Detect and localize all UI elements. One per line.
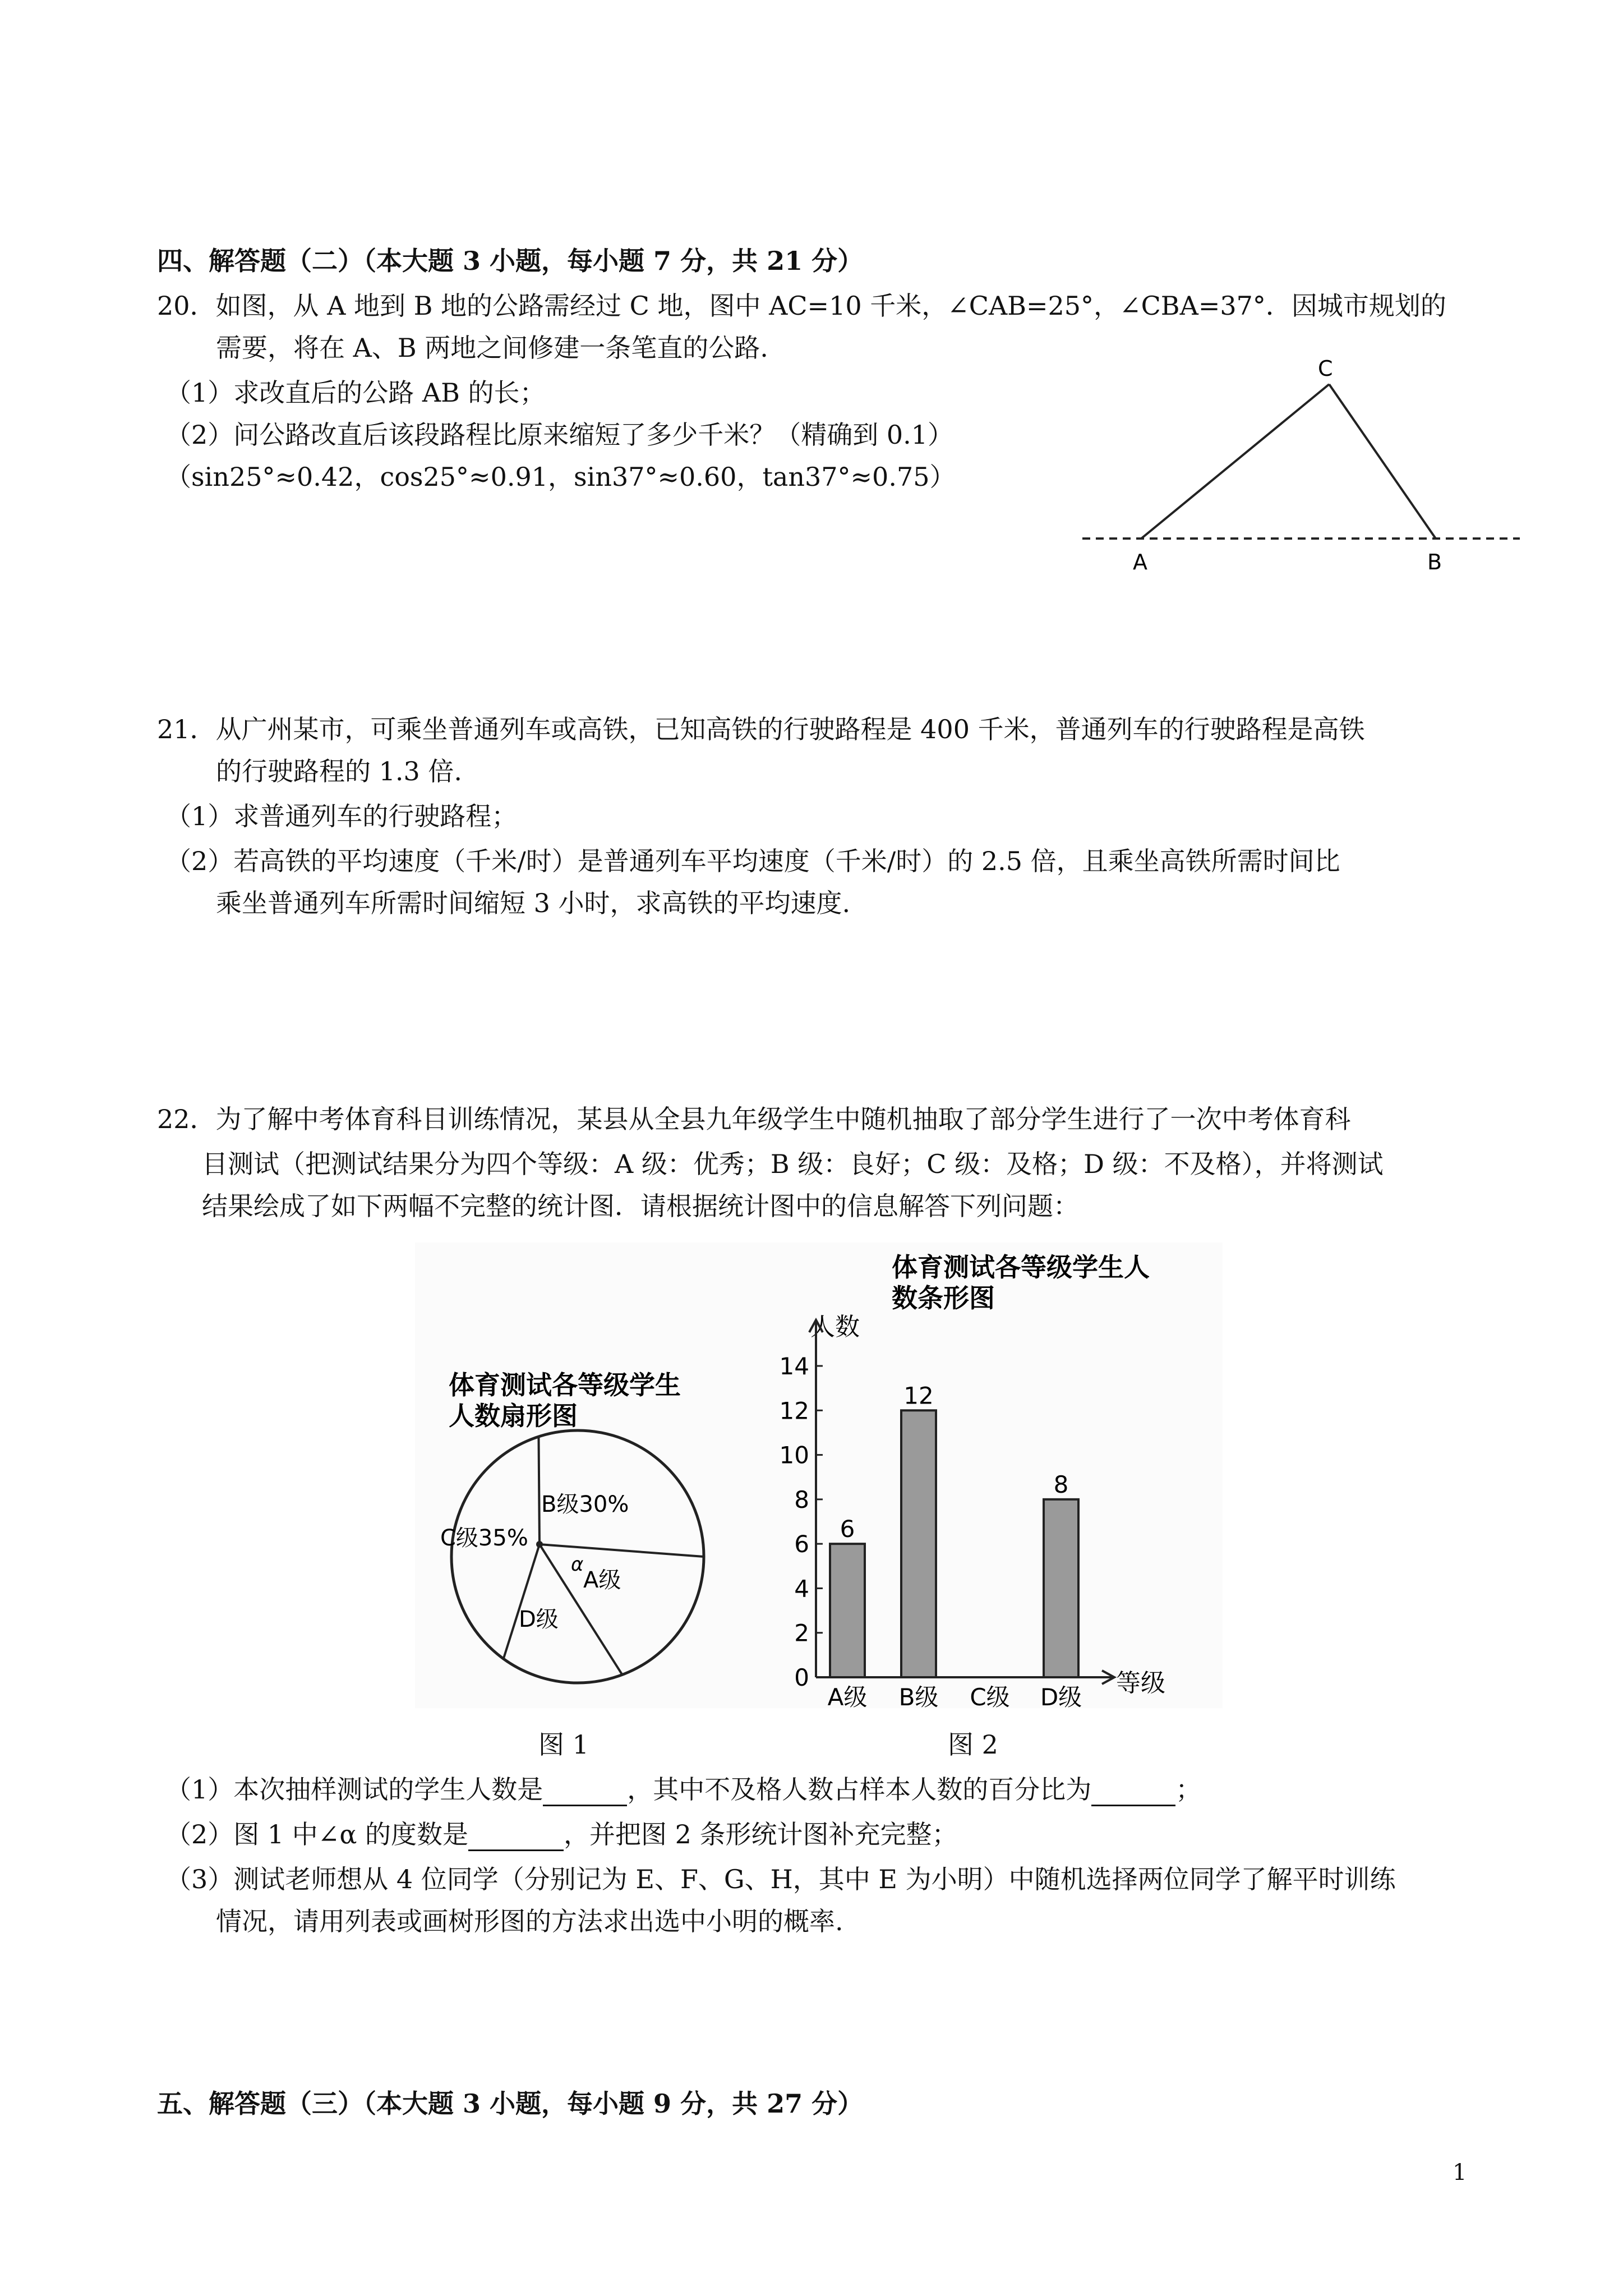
label-a: A bbox=[1133, 550, 1147, 574]
q21-sub2b: 乘坐普通列车所需时间缩短 3 小时，求高铁的平均速度. bbox=[216, 888, 851, 918]
pie-label-a: A级 bbox=[583, 1567, 621, 1593]
bar-data-label: 6 bbox=[840, 1515, 855, 1543]
bar-D级 bbox=[1044, 1499, 1078, 1677]
cb-segment bbox=[1329, 384, 1436, 539]
q20-line2: 需要，将在 A、B 两地之间修建一条笔直的公路. bbox=[216, 333, 768, 363]
bar-xlabel: 等级 bbox=[1116, 1669, 1165, 1697]
section-title: 四、解答题（二）（本大题 3 小题，每小题 7 分，共 21 分） bbox=[157, 246, 864, 276]
y-tick-label: 14 bbox=[779, 1352, 809, 1380]
pie-label-c: C级35% bbox=[440, 1525, 528, 1551]
y-tick-label: 0 bbox=[794, 1664, 809, 1691]
bar-A级 bbox=[830, 1544, 865, 1677]
q22-line1: 22．为了解中考体育科目训练情况，某县从全县九年级学生中随机抽取了部分学生进行了一次中考体育科 bbox=[157, 1104, 1351, 1134]
pie-title-line1: 体育测试各等级学生 bbox=[449, 1370, 681, 1400]
bar-data-label: 8 bbox=[1053, 1470, 1069, 1498]
pie-radius-1 bbox=[538, 1437, 540, 1544]
answer-blank-sample-size[interactable] bbox=[543, 1780, 627, 1806]
bar-categories bbox=[828, 1683, 1082, 1708]
pie-title-line2: 人数扇形图 bbox=[449, 1401, 578, 1431]
ac-segment bbox=[1141, 384, 1329, 539]
q21-sub2a: （2）若高铁的平均速度（千米/时）是普通列车平均速度（千米/时）的 2.5 倍，且乘坐高铁所需时间比 bbox=[165, 846, 1340, 876]
y-tick-label: 12 bbox=[779, 1397, 809, 1425]
bar-data-label: 12 bbox=[903, 1382, 934, 1410]
q22-sub2-part1: （2）图 1 中∠α 的度数是 bbox=[165, 1819, 469, 1849]
q22-sub1-part2: ，其中不及格人数占样本人数的百分比为 bbox=[627, 1774, 1092, 1805]
q21-line2: 的行驶路程的 1.3 倍. bbox=[216, 756, 463, 786]
pie-point bbox=[536, 1541, 543, 1548]
pie-radius-0 bbox=[540, 1544, 704, 1557]
figures-panel bbox=[415, 1243, 1223, 1708]
bar-ylabel: 人数 bbox=[810, 1313, 860, 1341]
x-category-label: C级 bbox=[970, 1683, 1010, 1708]
bar-bars bbox=[830, 1382, 1078, 1677]
bar-title-line1: 体育测试各等级学生人 bbox=[892, 1252, 1150, 1282]
bar-chart bbox=[774, 1243, 1223, 1708]
q22-sub2-part2: ，并把图 2 条形统计图补充完整； bbox=[564, 1819, 958, 1849]
pie-label-d: D级 bbox=[519, 1607, 559, 1632]
fig1-caption: 图 1 bbox=[538, 1729, 589, 1760]
pie-radius-2 bbox=[504, 1544, 540, 1659]
q22-sub3a: （3）测试老师想从 4 位同学（分别记为 E、F、G、H，其中 E 为小明）中随机选择两位同学了解平时训练 bbox=[165, 1864, 1396, 1894]
pie-label-b: B级30% bbox=[541, 1492, 629, 1517]
q22-sub1-part1: （1）本次抽样测试的学生人数是 bbox=[165, 1774, 543, 1805]
q22-sub1-part3: ； bbox=[1175, 1774, 1202, 1805]
pie-angle-alpha: α bbox=[571, 1553, 584, 1576]
triangle-figure bbox=[1077, 353, 1525, 589]
label-c: C bbox=[1318, 356, 1333, 381]
q20-line1: 20．如图，从 A 地到 B 地的公路需经过 C 地，图中 AC=10 千米，∠CAB=25°，∠CBA=37°．因城市规划的 bbox=[157, 291, 1446, 321]
x-category-label: D级 bbox=[1040, 1683, 1082, 1708]
bar-B级 bbox=[901, 1410, 936, 1677]
q22-sub3b: 情况，请用列表或画树形图的方法求出选中小明的概率. bbox=[216, 1906, 843, 1936]
q20-sub1: （1）求改直后的公路 AB 的长； bbox=[165, 378, 546, 408]
pie-chart bbox=[415, 1243, 808, 1708]
page-number: 1 bbox=[1453, 2160, 1467, 2185]
q21-sub1: （1）求普通列车的行驶路程； bbox=[165, 801, 518, 831]
q21-line1: 21．从广州某市，可乘坐普通列车或高铁，已知高铁的行驶路程是 400 千米，普通列车的行驶路程是高铁 bbox=[157, 714, 1365, 744]
bar-title-line2: 数条形图 bbox=[892, 1283, 995, 1313]
q22-sub1 bbox=[165, 1773, 1201, 1806]
x-category-label: A级 bbox=[827, 1683, 868, 1708]
y-tick-label: 4 bbox=[794, 1575, 809, 1603]
y-tick-label: 2 bbox=[794, 1619, 809, 1647]
answer-blank-angle[interactable] bbox=[468, 1825, 564, 1851]
q20-sub2: （2）问公路改直后该段路程比原来缩短了多少千米？（精确到 0.1） bbox=[165, 420, 954, 450]
q22-line2: 目测试（把测试结果分为四个等级：A 级：优秀；B 级：良好；C 级：及格；D 级：不及格），并将测试 bbox=[202, 1149, 1384, 1179]
answer-blank-percentage[interactable] bbox=[1091, 1780, 1175, 1806]
y-tick-label: 6 bbox=[794, 1530, 809, 1558]
y-tick-label: 8 bbox=[794, 1485, 809, 1513]
q20-sub3: （sin25°≈0.42，cos25°≈0.91，sin37°≈0.60，tan37°≈0.75） bbox=[165, 462, 956, 492]
y-tick-label: 10 bbox=[779, 1441, 809, 1469]
label-b: B bbox=[1427, 550, 1442, 574]
q22-sub2 bbox=[165, 1818, 958, 1851]
q22-line3: 结果绘成了如下两幅不完整的统计图．请根据统计图中的信息解答下列问题： bbox=[202, 1191, 1079, 1221]
x-category-label: B级 bbox=[898, 1683, 939, 1708]
section5-title: 五、解答题（三）（本大题 3 小题，每小题 9 分，共 27 分） bbox=[157, 2088, 864, 2119]
fig2-caption: 图 2 bbox=[948, 1729, 998, 1760]
